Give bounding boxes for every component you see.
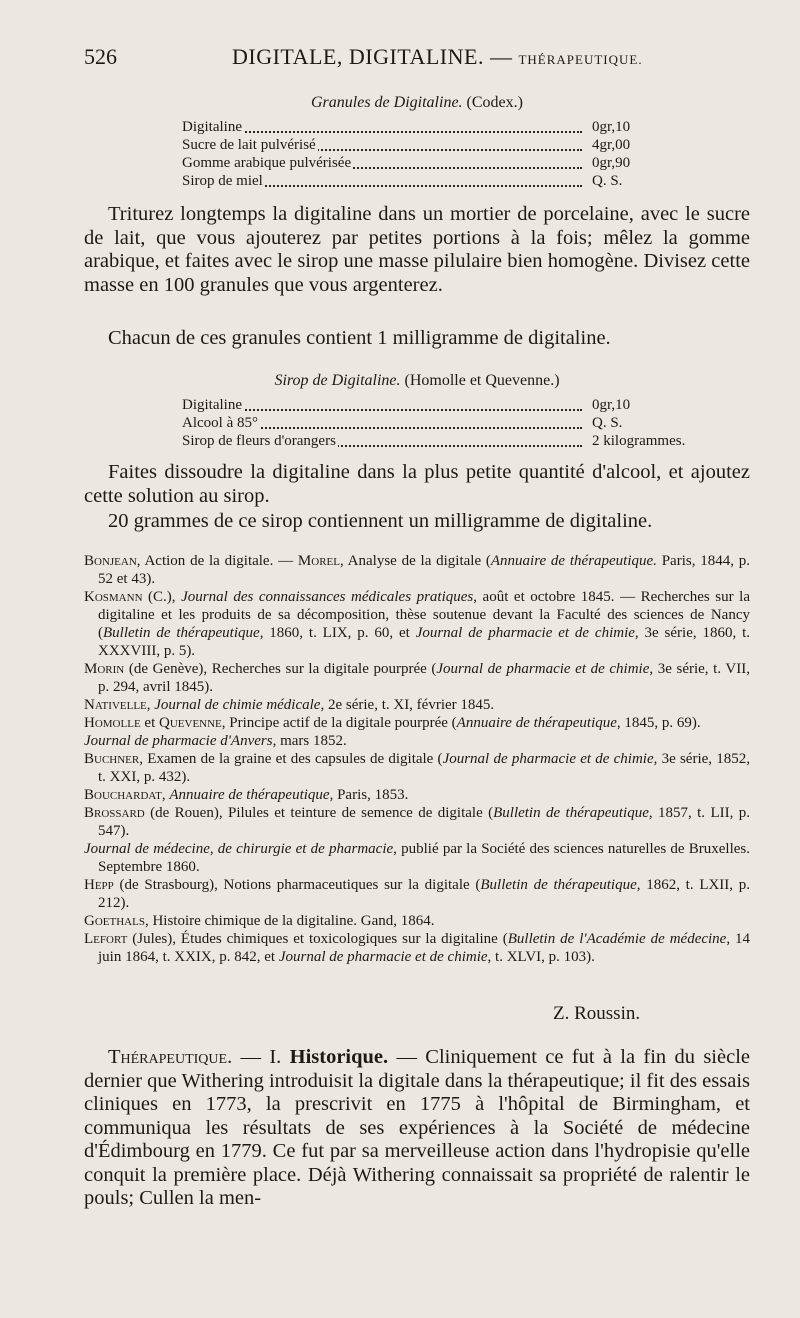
reference-segment: , Principe actif de la digitale pourprée ( [221, 715, 457, 731]
ingredient-row: Gomme arabique pulvérisée 0gr,90 [182, 155, 631, 171]
recipe-title-italic: Granules de Digitaline. [311, 94, 463, 111]
reference-entry [84, 930, 750, 966]
reference-segment: , 3e série, 1860, t. XXXVIII, p. 5). [98, 625, 750, 659]
reference-segment: (de Rouen), Pilules et teinture de semence de digitale ( [144, 805, 494, 821]
section-heading: Historique. [289, 1046, 389, 1068]
reference-segment: , 1845, p. 69). [616, 715, 701, 731]
reference-segment: Bonjean [84, 553, 137, 569]
reference-segment: , 3e série, t. VII, p. 294, avril 1845). [98, 661, 750, 695]
reference-segment: Quevenne [159, 715, 222, 731]
ingredient-row: Sirop de fleurs d'orangers 2 kilogrammes. [182, 433, 686, 449]
ingredient-row: Digitaline 0gr,10 [182, 119, 631, 135]
reference-segment: , [161, 787, 170, 803]
reference-segment: Annuaire de thérapeutique [456, 715, 617, 731]
reference-segment: Annuaire de thérapeutique [169, 787, 330, 803]
reference-segment: (C.), [142, 589, 182, 605]
section-therapeutique [84, 1046, 750, 1211]
ingredient-row: Sirop de miel Q. S. [182, 173, 623, 189]
recipe-granules [84, 94, 750, 190]
paragraph-granule-dose: Chacun de ces granules contient 1 milligramme de digitaline. [108, 327, 611, 349]
reference-entry [84, 552, 750, 588]
reference-segment: Buchner [84, 751, 140, 767]
section-label: Thérapeutique. — I. [108, 1046, 282, 1068]
reference-segment: , mars 1852. [272, 733, 347, 749]
reference-segment: , 1860, t. LIX, p. 60, et [259, 625, 416, 641]
ingredient-row: Digitaline 0gr,10 [182, 397, 631, 413]
author-signature: Z. Roussin. [553, 1003, 641, 1024]
reference-segment: Journal de pharmacie d'Anvers [84, 733, 273, 749]
reference-segment: , 1857, t. LII, p. 547). [98, 805, 750, 839]
recipe-title-italic: Sirop de Digitaline. [274, 372, 401, 389]
reference-segment: , t. XLVI, p. 103). [487, 949, 595, 965]
reference-segment: (Jules), Études chimiques et toxicologiques sur la digitaline ( [127, 931, 508, 947]
reference-segment: , août et octobre 1845. — Recherches sur la digitaline et les produits de sa décomposition, thèse soutenue devant la Faculté des sciences de Nancy ( [98, 589, 751, 641]
reference-segment: , Histoire chimique de la digitaline. Gand, 1864. [144, 913, 435, 929]
reference-segment: , Action de la digitale. — [136, 553, 298, 569]
reference-segment: Hepp [84, 877, 114, 893]
reference-entry [84, 714, 750, 732]
reference-segment: Annuaire de thérapeutique. [490, 553, 657, 569]
reference-segment: Journal de pharmacie et de chimie [278, 949, 488, 965]
paragraph-dissolve: Faites dissoudre la digitaline dans la plus petite quantité d'alcool, et ajoutez cette solution au sirop. [84, 461, 750, 507]
ingredient-row: Alcool à 85° Q. S. [182, 415, 623, 431]
reference-segment: , 1862, t. LXII, p. 212). [98, 877, 751, 911]
reference-entry [84, 804, 750, 840]
reference-segment: , 14 juin 1864, t. XXIX, p. 842, et [98, 931, 751, 965]
recipe-title [84, 372, 750, 390]
reference-entry [84, 912, 750, 930]
section-text: — Cliniquement ce fut à la fin du siècle dernier que Withering introduisit la digitale dans la thérapeutique; il fit des essais cliniques en 1773, la prescrivit en 1775 à l'hôpital de Birmingham, et communiqua les résultats de ses expériences à la Société de médecine d'Édimbourg en 1779. Ce fut par sa merveilleuse action dans l'hydropisie qu'elle conquit la première place. Déjà Withering connaissait sa propriété de ralentir le pouls; Cullen la men- [84, 1046, 751, 1209]
reference-segment: Homolle [84, 715, 141, 731]
reference-segment: , 3e série, 1852, t. XXI, p. 432). [98, 751, 750, 785]
reference-segment: Journal de chimie médicale [154, 697, 321, 713]
reference-entry [84, 660, 750, 696]
reference-segment: , Examen de la graine et des capsules de digitale ( [139, 751, 443, 767]
reference-segment: Journal des connaissances médicales pratiques [181, 589, 474, 605]
reference-segment: Bouchardat [84, 787, 162, 803]
reference-entry [84, 750, 750, 786]
reference-segment: Bulletin de thérapeutique [103, 625, 260, 641]
reference-segment: Lefort [84, 931, 128, 947]
reference-segment: Brossard [84, 805, 145, 821]
reference-entry [84, 696, 750, 714]
reference-segment: Morin [84, 661, 125, 677]
reference-segment: Bulletin de l'Académie de médecine [507, 931, 727, 947]
recipe-title-source: (Codex.) [466, 94, 523, 111]
reference-segment: Kosmann [84, 589, 143, 605]
reference-segment: , Analyse de la digitale ( [339, 553, 491, 569]
reference-segment: , Paris, 1853. [329, 787, 409, 803]
running-title [232, 44, 643, 70]
reference-segment: Goethals [84, 913, 145, 929]
page-number: 526 [84, 44, 117, 69]
reference-segment: Journal de pharmacie et de chimie [436, 661, 650, 677]
recipe-title [84, 94, 750, 112]
reference-segment: Bulletin de thérapeutique [493, 805, 649, 821]
recipe-title-source: (Homolle et Quevenne.) [404, 372, 560, 389]
paragraph-sirop-dose: 20 grammes de ce sirop contiennent un milligramme de digitaline. [108, 510, 653, 532]
ingredient-row: Sucre de lait pulvérisé 4gr,00 [182, 137, 631, 153]
paragraph-preparation: Triturez longtemps la digitaline dans un mortier de porcelaine, avec le sucre de lait, que vous ajouterez par petites portions à la fois; mêlez la gomme arabique, et faites avec le sirop une masse pilulaire bien homogène. Divisez cette masse en 100 granules que vous argenterez. [84, 203, 750, 296]
reference-entry [84, 840, 750, 876]
bibliography [84, 552, 750, 966]
running-title-sub: THÉRAPEUTIQUE. [518, 52, 643, 67]
reference-segment: , [146, 697, 155, 713]
reference-segment: (de Strasbourg), Notions pharmaceutiques sur la digitale ( [113, 877, 481, 893]
reference-entry [84, 588, 750, 660]
reference-segment: Paris, 1844, p. 52 et 43). [98, 553, 751, 587]
reference-segment: (de Genève), Recherches sur la digitale pourprée ( [124, 661, 437, 677]
reference-segment: Journal de pharmacie et de chimie [415, 625, 635, 641]
reference-segment: Journal de médecine, de chirurgie et de pharmacie [84, 841, 394, 857]
reference-entry [84, 786, 750, 804]
reference-entry [84, 732, 750, 750]
reference-segment: , publié par la Société des sciences naturelles de Bruxelles. Septembre 1860. [98, 841, 751, 875]
reference-segment: Morel [297, 553, 340, 569]
reference-segment: , 2e série, t. XI, février 1845. [320, 697, 495, 713]
reference-entry [84, 876, 750, 912]
recipe-sirop [84, 372, 750, 450]
reference-segment: Journal de pharmacie et de chimie [442, 751, 654, 767]
reference-segment: Nativelle [84, 697, 147, 713]
reference-segment: et [140, 715, 159, 731]
running-header [84, 40, 750, 76]
reference-segment: Bulletin de thérapeutique [480, 877, 637, 893]
running-title-main: DIGITALE, DIGITALINE. — [232, 44, 513, 69]
